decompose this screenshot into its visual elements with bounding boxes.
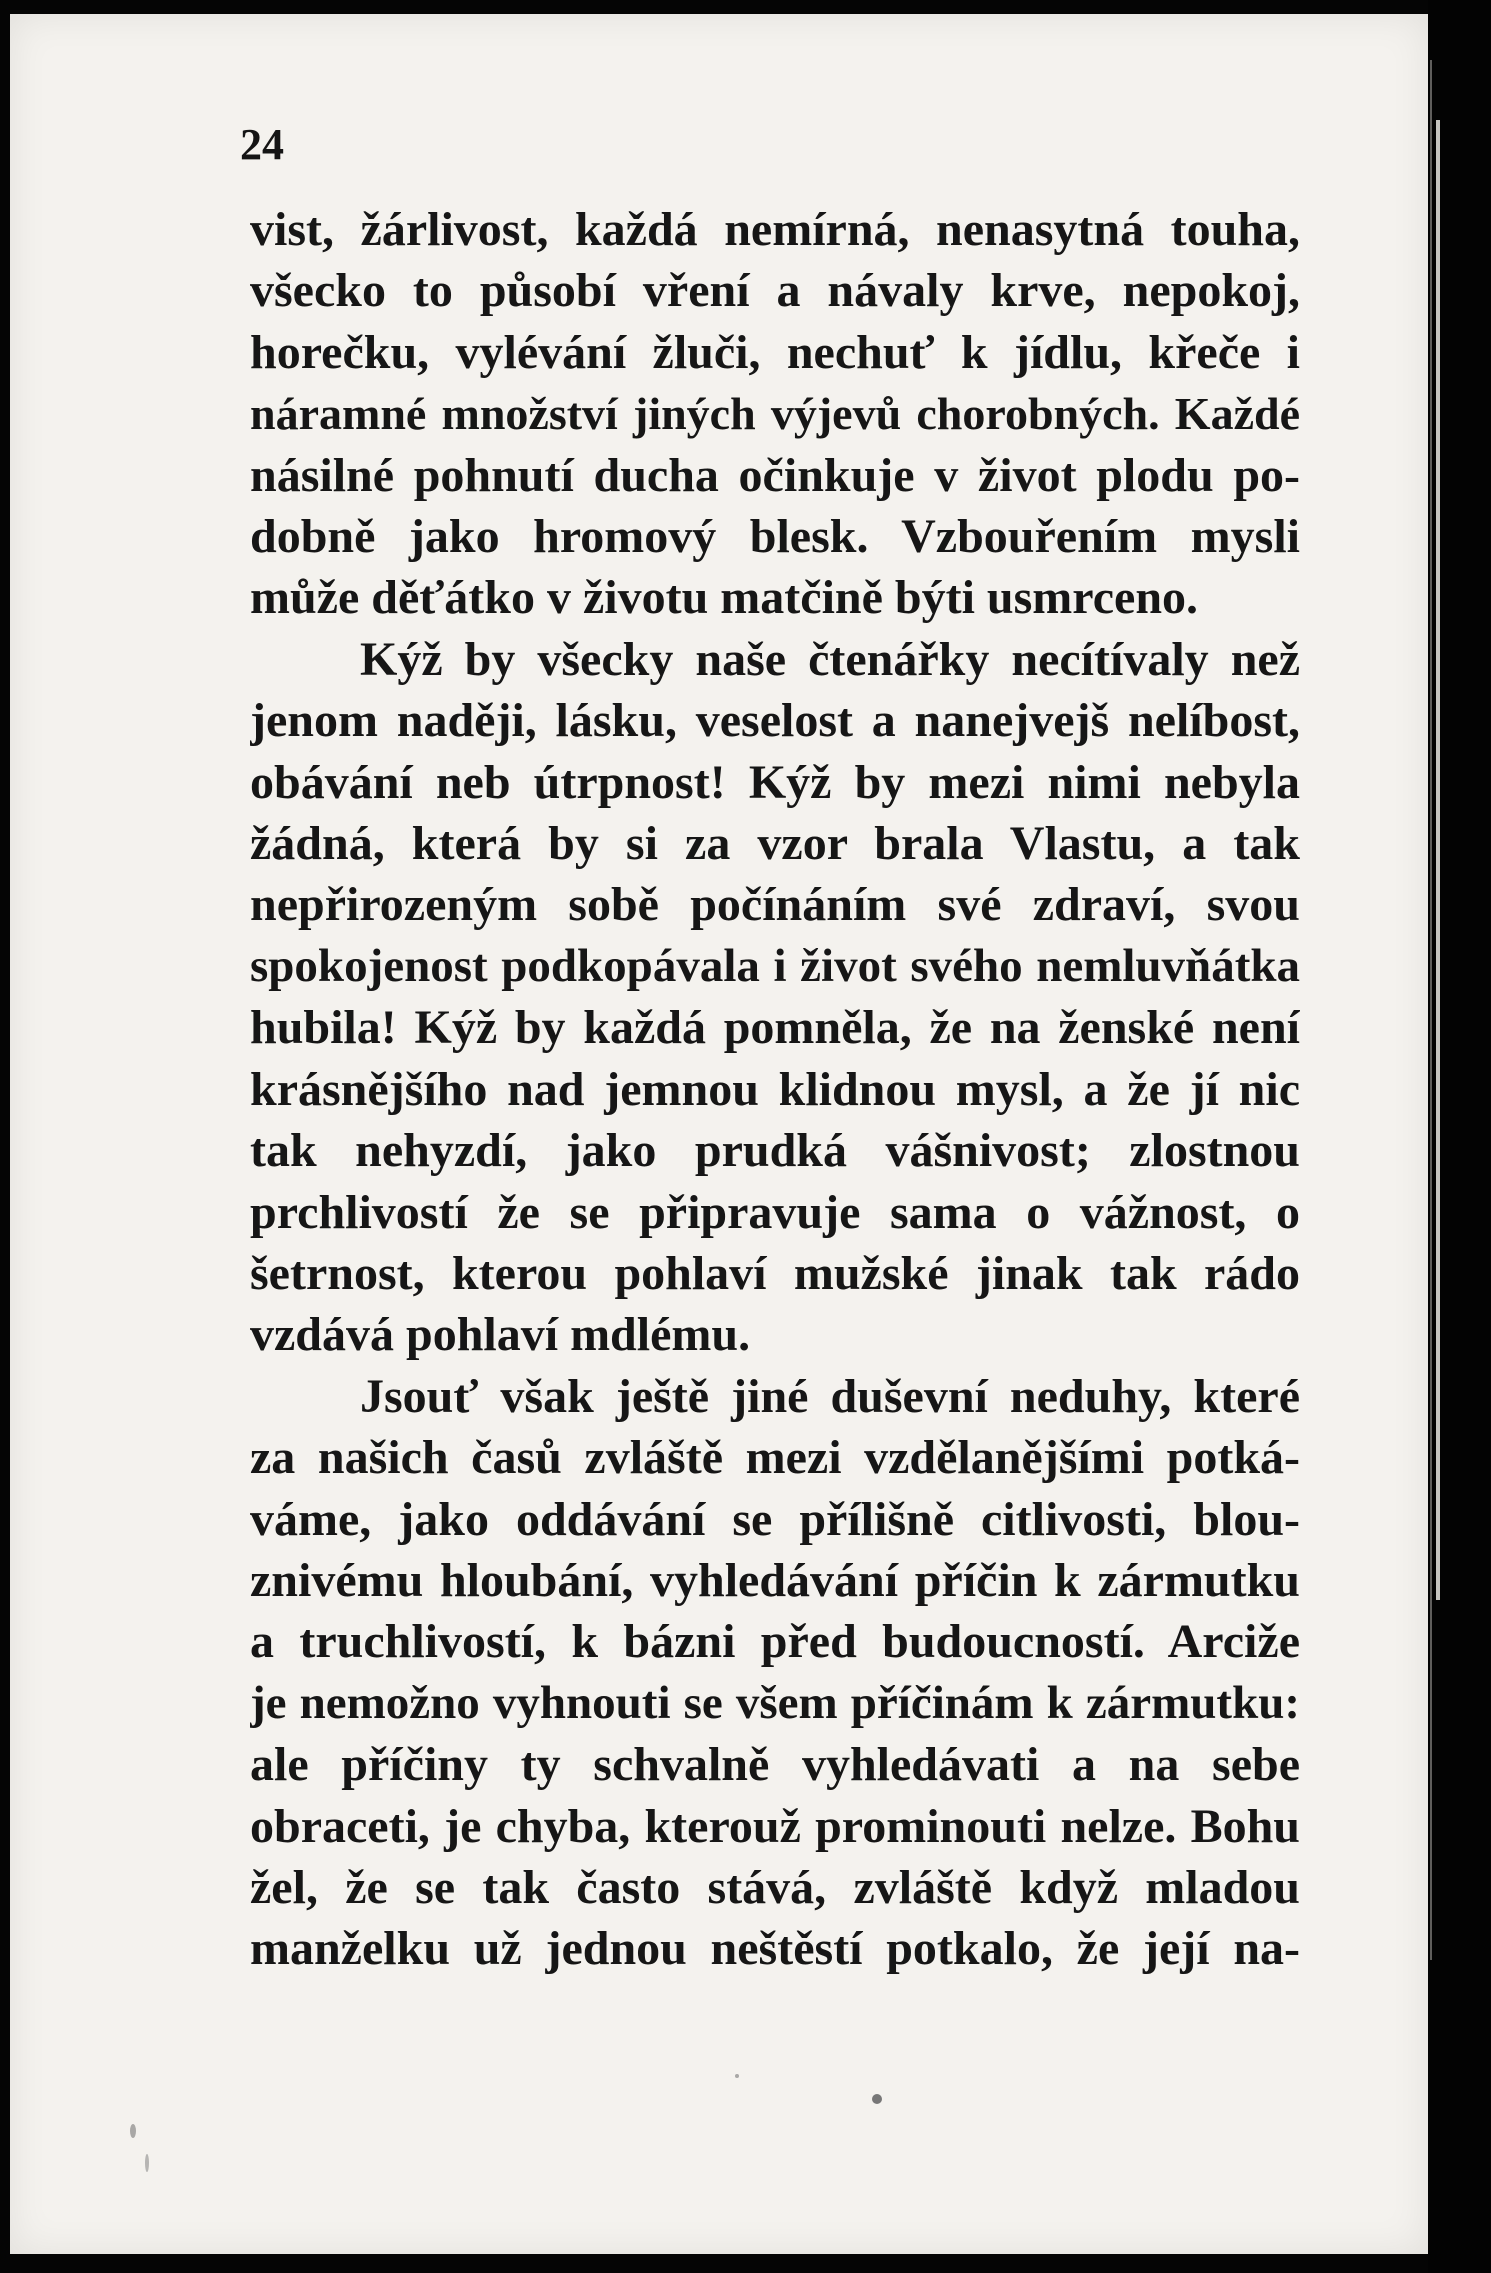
text-line: ale příčiny ty schvalně vyhledávati a na sebe bbox=[250, 1738, 1300, 1792]
text-line: všecko to působí vření a návaly krve, nepokoj, bbox=[250, 264, 1300, 318]
text-line: žádná, která by si za vzor brala Vlastu, a tak bbox=[250, 817, 1300, 871]
text-line: může děťátko v životu matčině býti usmrceno. bbox=[250, 571, 1199, 625]
text-line: náramné množství jiných výjevů chorobných. Každé bbox=[250, 388, 1300, 440]
paper-speck bbox=[872, 2094, 882, 2104]
text-line: krásnějšího nad jemnou klidnou mysl, a že jí nic bbox=[250, 1062, 1300, 1116]
text-line: znivému hloubání, vyhledávání příčin k zármutku bbox=[250, 1553, 1300, 1607]
page-edge bbox=[1430, 60, 1432, 1960]
page-number: 24 bbox=[240, 120, 284, 169]
text-line: hubila! Kýž by každá pomněla, že na ženské není bbox=[250, 1001, 1300, 1055]
text-line: váme, jako oddávání se přílišně citlivosti, blou- bbox=[250, 1492, 1300, 1546]
page-edge bbox=[1436, 120, 1440, 1600]
text-line: za našich časů zvláště mezi vzdělanějšími potká- bbox=[250, 1431, 1300, 1485]
text-line: obraceti, je chyba, kterouž prominouti nelze. Bohu bbox=[250, 1799, 1300, 1853]
text-line: šetrnost, kterou pohlaví mužské jinak tak rádo bbox=[250, 1246, 1300, 1300]
scan-margin bbox=[1428, 0, 1491, 2273]
text-line: vzdává pohlaví mdlému. bbox=[250, 1308, 751, 1362]
text-line: dobně jako hromový blesk. Vzbouřením mysli bbox=[250, 510, 1300, 564]
text-line: obávání neb útrpnost! Kýž by mezi nimi nebyla bbox=[250, 755, 1300, 809]
text-line: Jsouť však ještě jiné duševní neduhy, které bbox=[360, 1369, 1300, 1423]
paper-speck bbox=[735, 2074, 739, 2078]
book-page bbox=[10, 14, 1428, 2254]
paper-speck bbox=[130, 2124, 136, 2138]
text-line: tak nehyzdí, jako prudká vášnivost; zlostnou bbox=[250, 1124, 1300, 1178]
paper-speck bbox=[145, 2154, 149, 2172]
text-line: je nemožno vyhnouti se všem příčinám k zármutku: bbox=[250, 1676, 1300, 1729]
text-line: a truchlivostí, k bázni před budoucností. Arciže bbox=[250, 1615, 1300, 1669]
text-line: násilné pohnutí ducha očinkuje v život plodu po- bbox=[250, 448, 1300, 502]
text-line: Kýž by všecky naše čtenářky necítívaly než bbox=[360, 632, 1300, 686]
text-line: spokojenost podkopávala i život svého nemluvňátka bbox=[250, 939, 1300, 992]
text-line: nepřirozeným sobě počínáním své zdraví, svou bbox=[250, 878, 1300, 932]
text-line: prchlivostí že se připravuje sama o vážnost, o bbox=[250, 1185, 1300, 1239]
text-line: jenom naději, lásku, veselost a nanejvejš nelíbost, bbox=[250, 694, 1300, 748]
text-line: manželku už jednou neštěstí potkalo, že její na- bbox=[250, 1922, 1300, 1976]
text-line: žel, že se tak často stává, zvláště když mladou bbox=[250, 1860, 1300, 1914]
body-text bbox=[250, 199, 1300, 1980]
text-line: horečku, vylévání žluči, nechuť k jídlu, křeče i bbox=[250, 325, 1300, 379]
text-line: vist, žárlivost, každá nemírná, nenasytná touha, bbox=[250, 203, 1300, 256]
